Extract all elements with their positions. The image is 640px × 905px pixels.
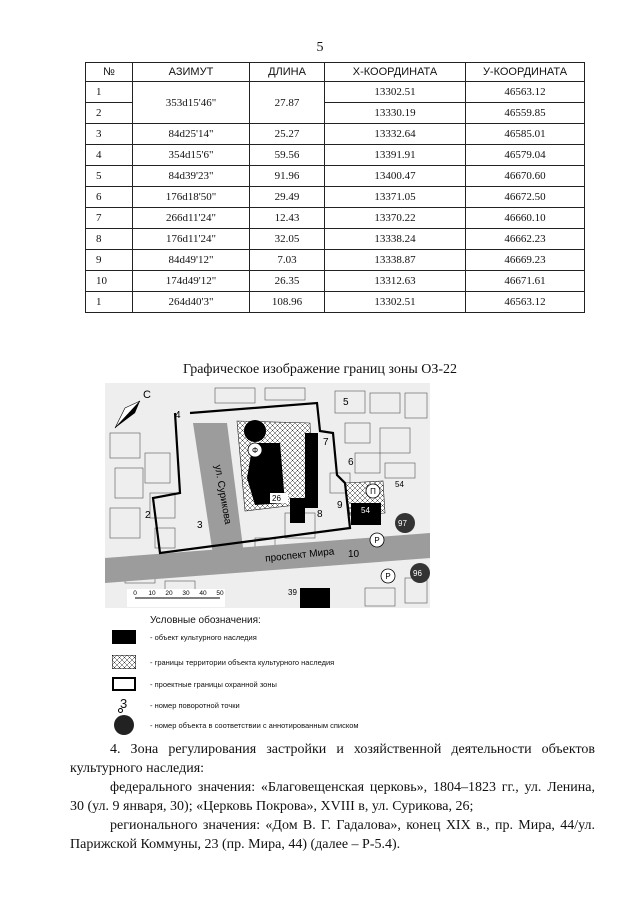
col-header-y: У-КООРДИНАТА [466, 63, 585, 82]
object-26-label: 26 [272, 494, 281, 503]
col-header-number: № [86, 63, 133, 82]
cell-length: 12.43 [250, 208, 325, 229]
cell-length: 32.05 [250, 229, 325, 250]
cell-length: 29.49 [250, 187, 325, 208]
col-header-length: ДЛИНА [250, 63, 325, 82]
cell-x: 13391.91 [325, 145, 466, 166]
cell-x: 13338.24 [325, 229, 466, 250]
sign-p2-label: Р [374, 536, 380, 545]
cell-number: 7 [86, 208, 133, 229]
cell-length: 108.96 [250, 292, 325, 313]
cell-number: 4 [86, 145, 133, 166]
zone-map [105, 383, 430, 608]
cell-number: 5 [86, 166, 133, 187]
object-96-label: 96 [413, 569, 422, 578]
table-row [86, 229, 585, 250]
cell-azimuth: 84d39'23" [133, 166, 250, 187]
scale-tick-5: 50 [216, 590, 224, 597]
cell-number: 10 [86, 271, 133, 292]
cell-azimuth: 353d15'46" [133, 82, 250, 124]
cell-y: 46579.04 [466, 145, 585, 166]
object-54b-label: 54 [361, 506, 370, 515]
cell-azimuth: 176d11'24" [133, 229, 250, 250]
cell-x: 13400.47 [325, 166, 466, 187]
cell-azimuth: 266d11'24" [133, 208, 250, 229]
scale-tick-1: 10 [148, 590, 156, 597]
cell-y: 46585.01 [466, 124, 585, 145]
scale-tick-2: 20 [165, 590, 173, 597]
street-surikova-label: ул. Сурикова [211, 463, 234, 526]
cell-azimuth: 264d40'3" [133, 292, 250, 313]
sign-p1-label: П [370, 487, 376, 496]
point-10-label: 10 [348, 549, 360, 560]
cell-azimuth: 174d49'12" [133, 271, 250, 292]
cell-x: 13370.22 [325, 208, 466, 229]
cell-y: 46671.61 [466, 271, 585, 292]
table-row [86, 187, 585, 208]
cell-x: 13312.63 [325, 271, 466, 292]
coordinates-table [85, 62, 585, 313]
point-3-label: 3 [197, 520, 203, 531]
paragraph-zone-4: 4. Зона регулирования застройки и хозяйственной деятельности объектов культурного наследия: [70, 742, 595, 776]
cell-number: 3 [86, 124, 133, 145]
cell-azimuth: 176d18'50" [133, 187, 250, 208]
table-row [86, 145, 585, 166]
cell-x: 13302.51 [325, 292, 466, 313]
cell-x: 13371.05 [325, 187, 466, 208]
cell-y: 46563.12 [466, 292, 585, 313]
cell-length: 59.56 [250, 145, 325, 166]
north-label: С [143, 389, 151, 401]
map-caption: Графическое изображение границ зоны ОЗ-22 [182, 362, 458, 377]
table-row [86, 166, 585, 187]
table-header-row [86, 63, 585, 82]
paragraph-regional: регионального значения: «Дом В. Г. Гадалова», конец XIX в., пр. Мира, 44/ул. Парижской Коммуны, 23 (пр. Мира, 44) (далее – Р-5.4). [70, 818, 595, 852]
table-row [86, 250, 585, 271]
scale-tick-0: 0 [133, 590, 137, 597]
cell-x: 13330.19 [325, 103, 466, 124]
cell-length: 25.27 [250, 124, 325, 145]
cell-y: 46669.23 [466, 250, 585, 271]
table-body [86, 82, 585, 313]
point-7-label: 7 [323, 437, 329, 448]
legend-title: Условные обозначения: [150, 615, 261, 626]
col-header-x: Х-КООРДИНАТА [325, 63, 466, 82]
cell-x: 13302.51 [325, 82, 466, 103]
cell-x: 13332.64 [325, 124, 466, 145]
legend-point-sample: 3 [120, 696, 128, 711]
legend-swatch-hatched [112, 655, 136, 669]
cell-number: 6 [86, 187, 133, 208]
scale-bar [127, 589, 225, 607]
sign-p3-label: Р [385, 572, 391, 581]
cell-y: 46563.12 [466, 82, 585, 103]
cell-number: 1 [86, 82, 133, 103]
point-dot-icon [118, 708, 123, 713]
page-number: 5 [316, 40, 324, 55]
cell-number: 8 [86, 229, 133, 250]
table-row [86, 124, 585, 145]
cell-azimuth: 354d15'6" [133, 145, 250, 166]
table-row [86, 271, 585, 292]
table-row [86, 292, 585, 313]
point-8-label: 8 [317, 509, 323, 520]
cell-y: 46660.10 [466, 208, 585, 229]
cell-y: 46670.60 [466, 166, 585, 187]
cell-azimuth: 84d25'14" [133, 124, 250, 145]
cell-length: 26.35 [250, 271, 325, 292]
cell-number: 2 [86, 103, 133, 124]
legend-swatch-black [112, 630, 136, 644]
legend-swatch-border [112, 677, 136, 691]
cell-y: 46672.50 [466, 187, 585, 208]
paragraph-federal: федерального значения: «Благовещенская церковь», 1804–1823 гг., ул. Ленина, 30 (ул. 9 января, 30); «Церковь Покрова», XVIII в, ул. Сурикова, 26; [70, 780, 595, 814]
scale-tick-4: 40 [199, 590, 207, 597]
cell-azimuth: 84d49'12" [133, 250, 250, 271]
col-header-azimuth: АЗИМУТ [133, 63, 250, 82]
object-97-label: 97 [398, 519, 407, 528]
object-54-label: 54 [395, 480, 404, 489]
cell-length: 91.96 [250, 166, 325, 187]
legend-circle-icon [114, 715, 134, 735]
object-39-label: 39 [288, 588, 297, 597]
cell-y: 46559.85 [466, 103, 585, 124]
point-4-label: 4 [175, 410, 181, 421]
cell-length: 27.87 [250, 82, 325, 124]
point-5-label: 5 [343, 397, 349, 408]
point-9-label: 9 [337, 500, 343, 511]
cell-number: 9 [86, 250, 133, 271]
cell-length: 7.03 [250, 250, 325, 271]
street-mira-label: проспект Мира [264, 546, 335, 565]
cell-x: 13338.87 [325, 250, 466, 271]
point-6-label: 6 [348, 457, 354, 468]
cell-number: 1 [86, 292, 133, 313]
scale-tick-3: 30 [182, 590, 190, 597]
table-row [86, 82, 585, 103]
point-2-label: 2 [145, 510, 151, 521]
table-row [86, 208, 585, 229]
sign-f-label: Ф [251, 446, 259, 455]
cell-y: 46662.23 [466, 229, 585, 250]
